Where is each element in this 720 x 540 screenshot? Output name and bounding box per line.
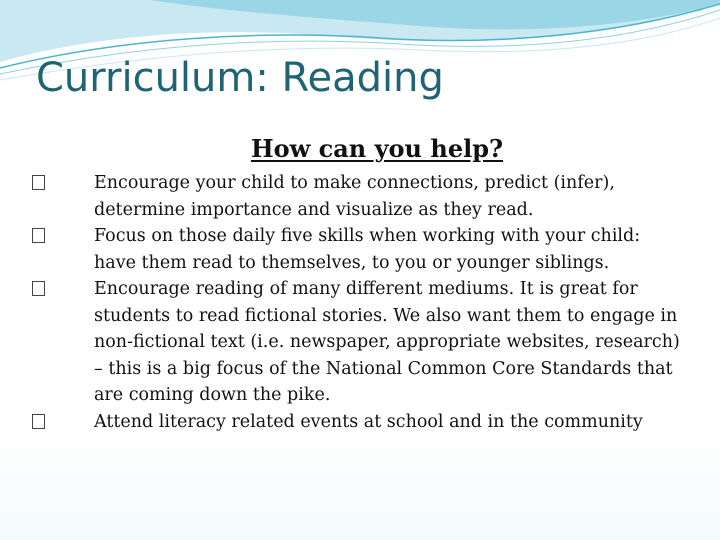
- box-placeholder-bullet-icon: [32, 414, 45, 429]
- box-placeholder-bullet-icon: [32, 175, 45, 190]
- bullet-text: Focus on those daily five skills when working with your child: have them read to themselves, to you or younger siblings.: [94, 226, 641, 273]
- box-placeholder-bullet-icon: [32, 228, 45, 243]
- bullet-text: Encourage reading of many different mediums. It is great for students to read fictional stories. We also want them to engage in non-fictional text (i.e. newspaper, appropriate websites, research) – this is a big focus of the National Common Core Standards that are coming down the pike.: [94, 279, 680, 405]
- bullet-list: [32, 170, 682, 435]
- bullet-text: Encourage your child to make connections, predict (infer), determine importance and visualize as they read.: [94, 173, 615, 220]
- subheading-text: How can you help?: [250, 134, 504, 163]
- bullet-item: [32, 409, 682, 436]
- slide-title: Curriculum: Reading: [36, 55, 444, 101]
- subheading: [32, 132, 682, 166]
- bullet-item: [32, 276, 682, 409]
- bullet-item: [32, 170, 682, 223]
- bullet-item: [32, 223, 682, 276]
- box-placeholder-bullet-icon: [32, 281, 45, 296]
- bullet-text: Attend literacy related events at school and in the community: [94, 411, 643, 432]
- slide-content: [32, 132, 682, 435]
